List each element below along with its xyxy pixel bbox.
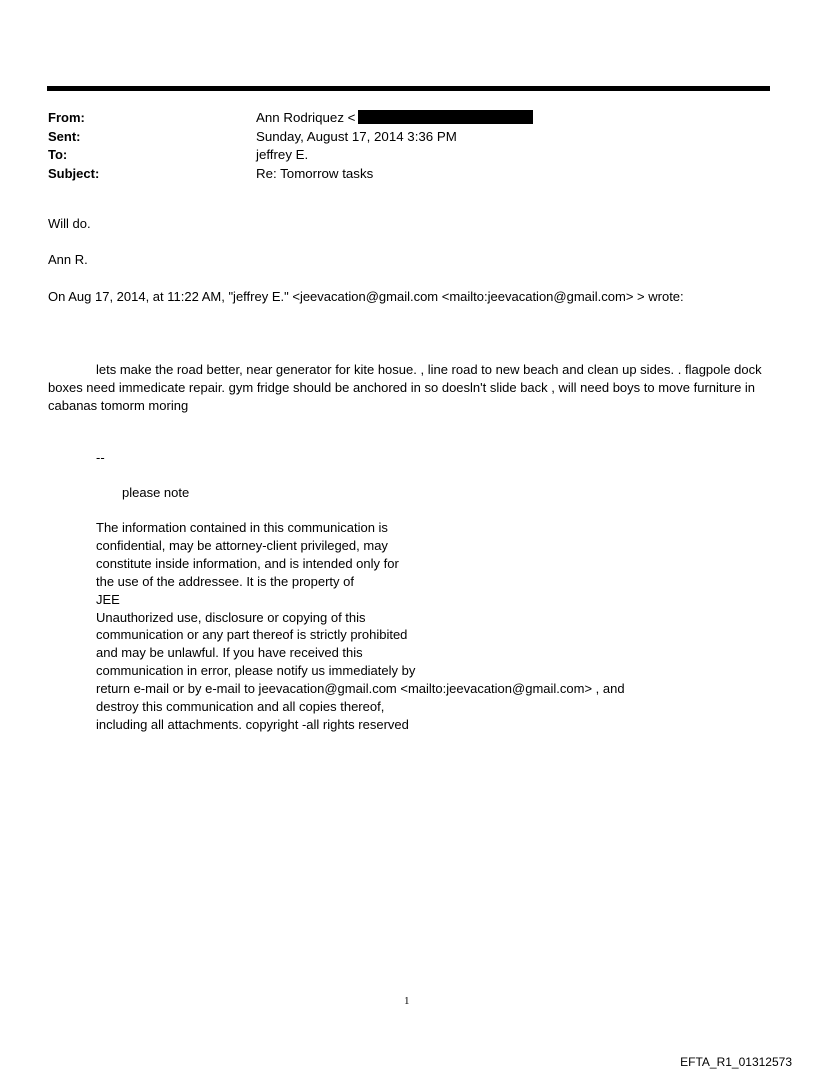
sender-name: Ann Rodriquez < — [256, 110, 356, 125]
email-header — [48, 109, 768, 183]
disclaimer-line: the use of the addressee. It is the property of — [96, 573, 354, 589]
disclaimer-line: The information contained in this communication is — [96, 520, 388, 535]
disclaimer-line: confidential, may be attorney-client privileged, may — [96, 537, 388, 553]
original-message-body — [48, 361, 770, 415]
from-value — [256, 109, 533, 128]
message-text: lets make the road better, near generator for kite hosue. , line road to new beach and clean up sides. . flagpole dock boxes need immedicate repair. gym fridge should be anchored in so doesln't slide back , will need boys to move furniture in cabanas tomorm moring — [48, 362, 762, 413]
to-value: jeffrey E. — [256, 147, 309, 162]
to-label: To: — [48, 147, 68, 162]
sent-label: Sent: — [48, 128, 81, 144]
subject-row — [48, 165, 768, 184]
quote-intro: On Aug 17, 2014, at 11:22 AM, "jeffrey E." <jeevacation@gmail.com <mailto:jeevacation@gmail.com> > wrote: — [48, 289, 684, 304]
redaction-box — [358, 110, 533, 124]
disclaimer-line: destroy this communication and all copies thereof, — [96, 699, 385, 715]
from-label: From: — [48, 110, 85, 125]
disclaimer-line: communication or any part thereof is strictly prohibited — [96, 627, 408, 643]
from-row — [48, 109, 768, 128]
to-row — [48, 146, 768, 165]
reply-signature: Ann R. — [48, 252, 88, 267]
disclaimer-line: return e-mail or by e-mail to jeevacation@gmail.com <mailto:jeevacation@gmail.com> , and — [96, 681, 625, 697]
bates-number: EFTA_R1_01312573 — [680, 1055, 792, 1069]
disclaimer-line: JEE — [96, 591, 120, 607]
disclaimer-line: including all attachments. copyright -all rights reserved — [96, 716, 409, 732]
reply-text: Will do. — [48, 216, 91, 231]
header-rule — [47, 86, 770, 91]
signature-separator: -- — [96, 450, 105, 465]
disclaimer-line: Unauthorized use, disclosure or copying of this — [96, 609, 366, 625]
disclaimer-line: constitute inside information, and is intended only for — [96, 555, 399, 571]
subject-label: Subject: — [48, 165, 100, 181]
sent-value: Sunday, August 17, 2014 3:36 PM — [256, 128, 457, 144]
disclaimer-line: and may be unlawful. If you have received this — [96, 645, 363, 661]
please-note: please note — [122, 485, 190, 500]
subject-value: Re: Tomorrow tasks — [256, 165, 374, 181]
confidentiality-disclaimer — [96, 519, 625, 734]
disclaimer-line: communication in error, please notify us immediately by — [96, 663, 416, 679]
page-number: 1 — [404, 995, 410, 1007]
sent-row — [48, 128, 768, 147]
